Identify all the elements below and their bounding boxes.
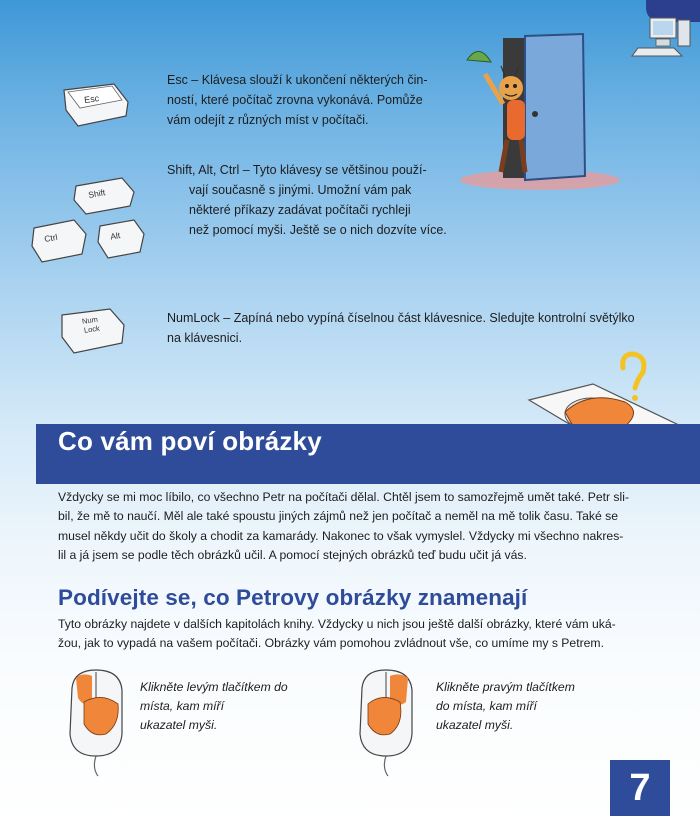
section-title: Co vám poví obrázky	[58, 426, 322, 456]
intro-paragraph	[58, 488, 658, 566]
ctrl-key-caption: Ctrl	[43, 231, 59, 244]
subsection-heading: Podívejte se, co Petrovy obrázky znamenají	[58, 585, 528, 610]
numlock-description	[167, 308, 667, 348]
section-banner	[36, 424, 700, 484]
modifier-line-4: než pomocí myši. Ještě se o nich dozvíte více.	[189, 223, 447, 237]
esc-key-icon	[60, 80, 132, 130]
intro-line-1: Vždycky se mi moc líbilo, co všechno Petr na počítači dělal. Chtěl jsem to samozřejmě umět také. Petr sli-	[58, 490, 629, 504]
door-character-illustration	[445, 30, 620, 190]
alt-key-caption: Alt	[109, 230, 121, 242]
modifier-description	[167, 160, 467, 240]
pictures-line-2: žou, jak to vypadá na vašem počítači. Obrázky vám pomohou zvládnout vše, co umíme my s Petrem.	[58, 636, 604, 651]
left-click-mouse-icon	[62, 668, 132, 778]
modifier-line-2: vají současně s jinými. Umožní vám pak	[189, 183, 412, 197]
pictures-paragraph	[58, 615, 658, 654]
esc-line-1: Esc – Klávesa slouží k ukončení některých čin-	[167, 73, 428, 87]
modifier-line-1: Shift, Alt, Ctrl – Tyto klávesy se většinou použí-	[167, 163, 427, 177]
shift-key-caption: Shift	[87, 187, 106, 200]
esc-line-2: ností, které počítač zrovna vykonává. Pomůže	[167, 93, 423, 107]
intro-line-4: lil a já jsem se podle těch obrázků učil. A pomocí stejných obrázků teď budu učit já vás.	[58, 548, 527, 563]
page-number: 7	[610, 760, 670, 816]
computer-icon	[624, 14, 694, 60]
modifier-keys-icon	[30, 170, 165, 270]
numlock-line-1: NumLock – Zapíná nebo vypíná číselnou část klávesnice. Sledujte kontrolní světýlko	[167, 311, 635, 325]
right-click-caption	[436, 678, 616, 735]
right-click-line-2: do místa, kam míří	[436, 699, 537, 713]
intro-line-3: musel někdy učit do školy a chodit za kamarády. Nakonec to však vymyslel. Vždycky mi všechno nakres-	[58, 528, 624, 543]
numlock-key-icon	[58, 305, 130, 360]
numlock-caption-2: Lock	[83, 323, 101, 335]
numlock-caption-1: Num	[81, 314, 99, 326]
right-click-line-1: Klikněte pravým tlačítkem	[436, 680, 575, 694]
numlock-line-2: na klávesnici.	[167, 331, 243, 345]
right-click-line-3: ukazatel myši.	[436, 718, 514, 732]
modifier-line-3: některé příkazy zadávat počítači rychleji	[189, 203, 411, 217]
right-click-mouse-icon	[352, 668, 422, 778]
intro-line-2: bil, že mě to naučí. Měl ale také spoustu jiných zájmů než jen počítač a neměl na mě tolik času. Také se	[58, 509, 619, 524]
esc-key-caption: Esc	[83, 93, 100, 106]
left-click-line-3: ukazatel myši.	[140, 718, 218, 732]
left-click-caption	[140, 678, 320, 735]
pictures-line-1: Tyto obrázky najdete v dalších kapitolách knihy. Vždycky u nich jsou ještě další obrázky, které vám uká-	[58, 617, 616, 631]
esc-line-3: vám odejít z různých míst v počítači.	[167, 113, 369, 127]
left-click-line-1: Klikněte levým tlačítkem do	[140, 680, 288, 694]
left-click-line-2: místa, kam míří	[140, 699, 224, 713]
